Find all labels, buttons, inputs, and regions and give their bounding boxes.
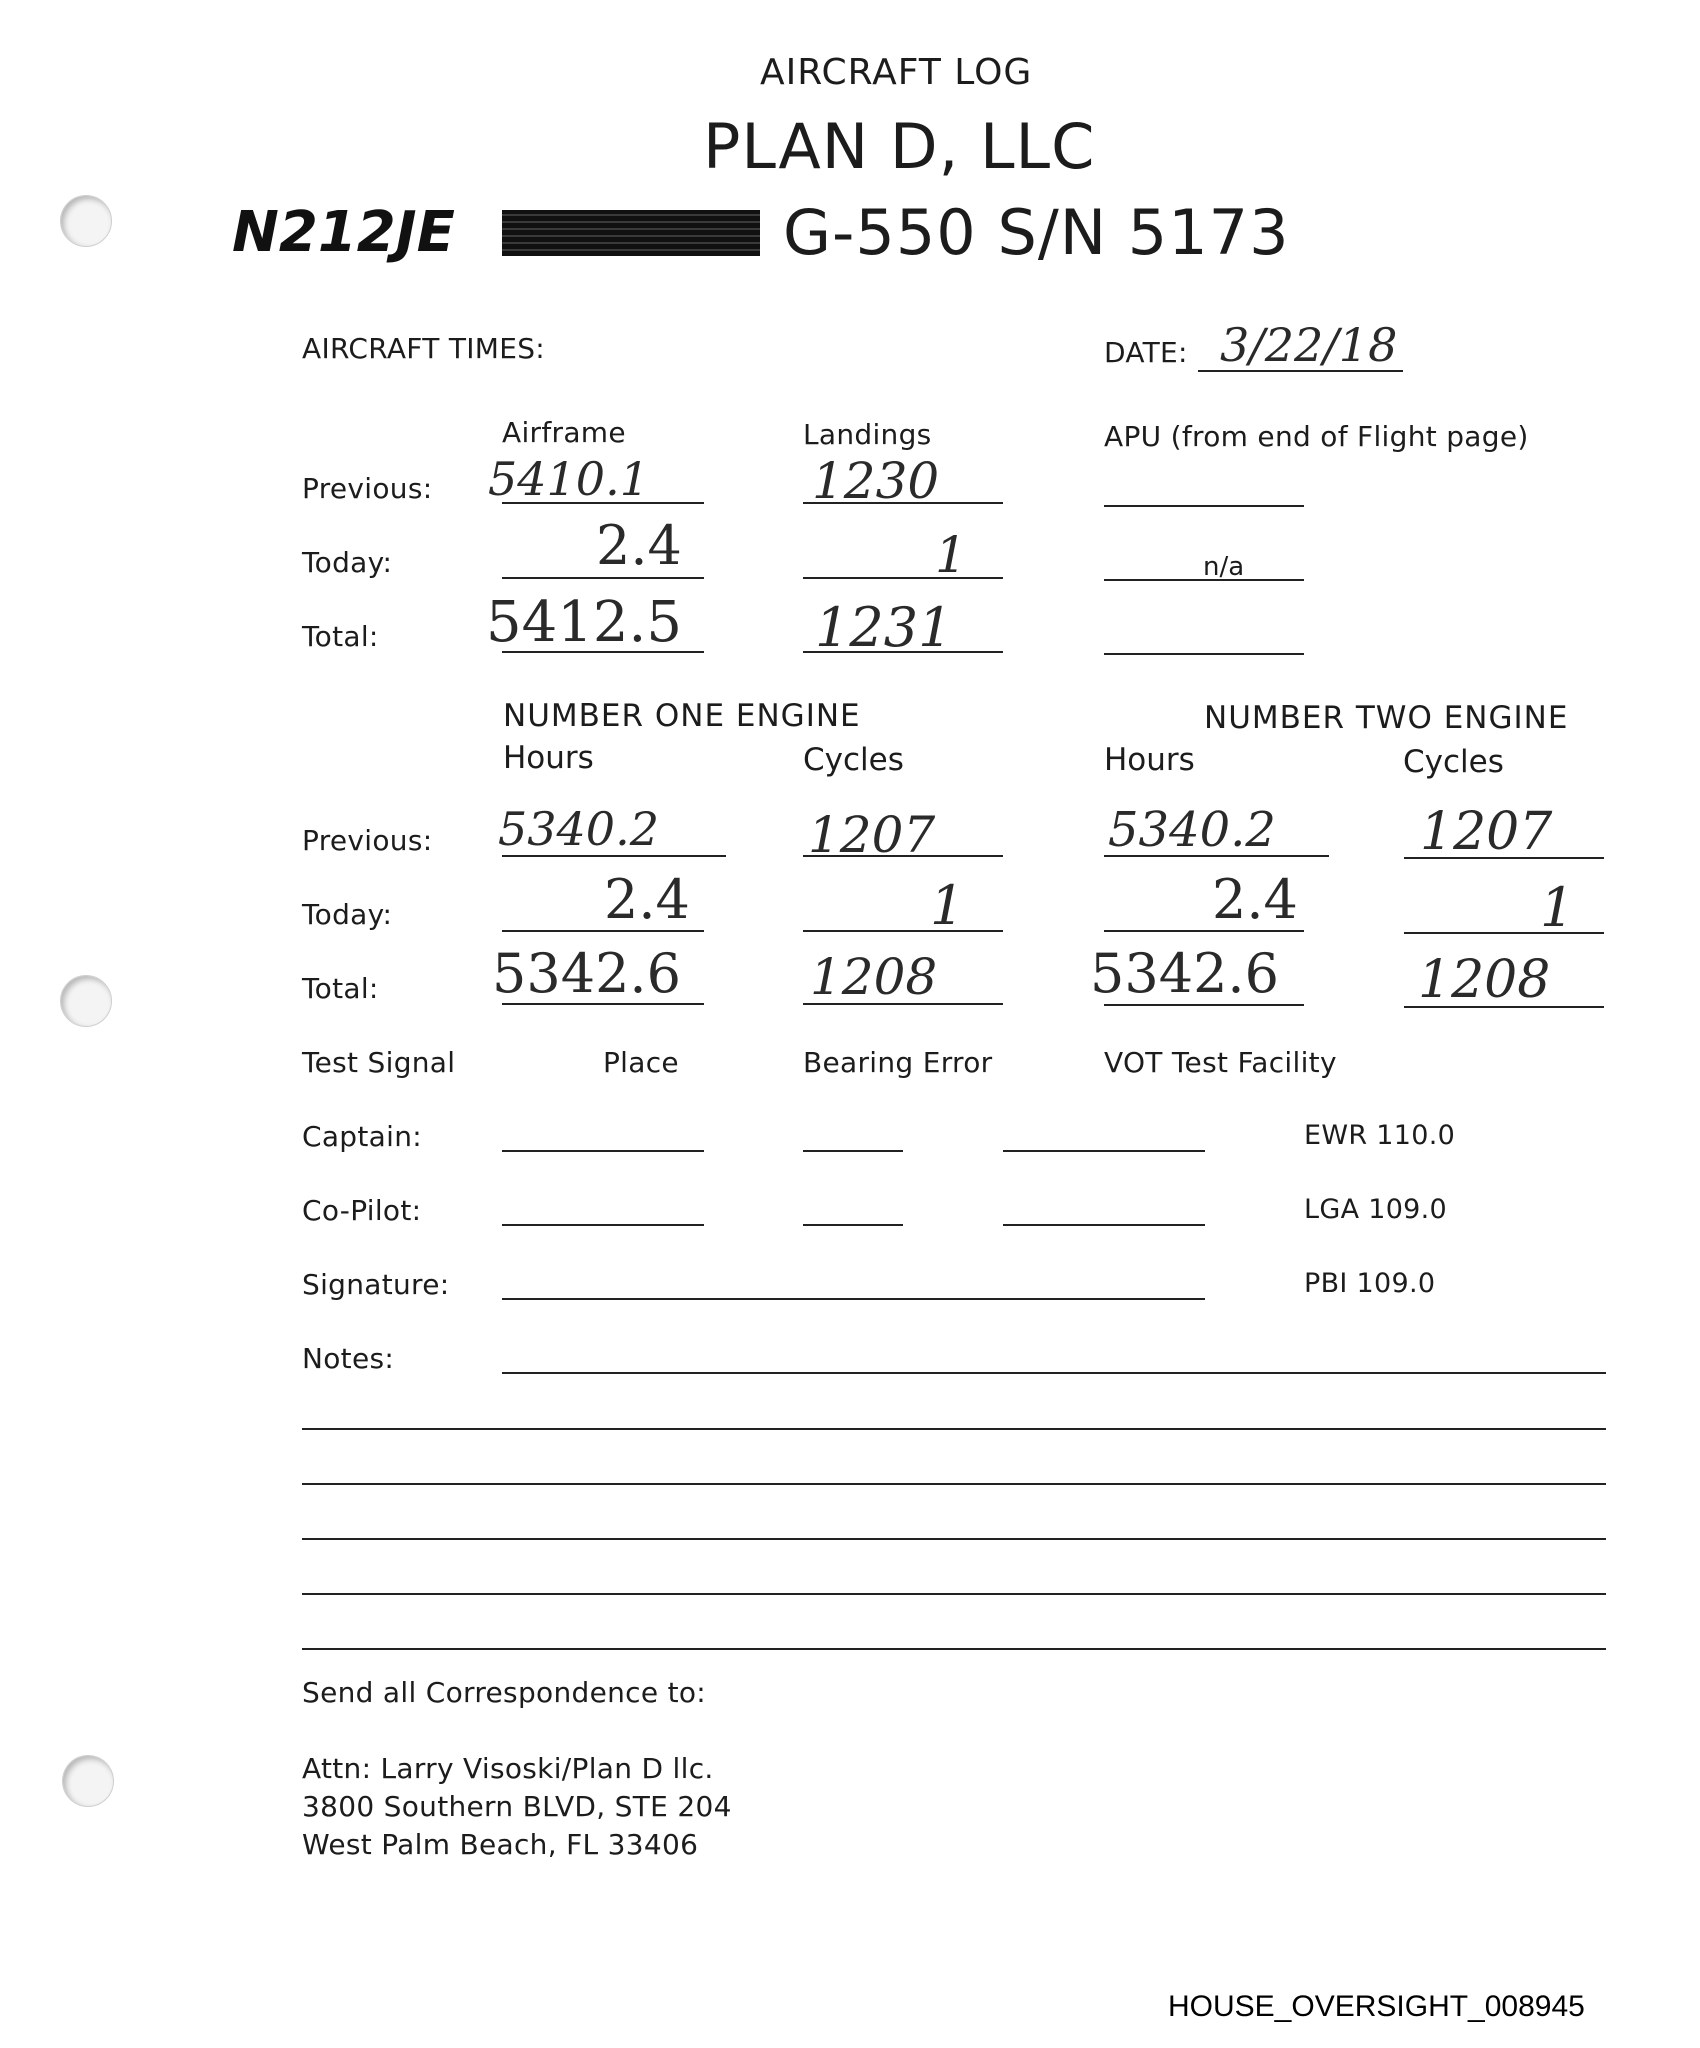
captain-place-line [502, 1150, 704, 1152]
e2-hours-total-value: 5342.6 [1090, 942, 1279, 1005]
times-row-label-previous: Previous: [302, 472, 433, 505]
airframe-today-value: 2.4 [596, 514, 682, 577]
aircraft-model: G-550 S/N 5173 [783, 196, 1290, 269]
engine-row-label-total: Total: [302, 972, 379, 1005]
e2-cycles-total-value: 1208 [1418, 950, 1551, 1010]
e1-cycles-today-value: 1 [930, 874, 965, 937]
binder-hole-middle [60, 975, 112, 1027]
e1-hours-total-value: 5342.6 [492, 942, 681, 1005]
e1-cycles-previous-value: 1207 [808, 806, 936, 864]
e2-hours-today-value: 2.4 [1212, 868, 1298, 931]
copilot-bearing-line [803, 1224, 903, 1226]
times-row-label-total: Total: [302, 620, 379, 653]
col-test-signal: Test Signal [302, 1046, 456, 1079]
copilot-place-line [502, 1224, 704, 1226]
redaction-scribble [502, 210, 760, 256]
landings-total-value: 1231 [815, 596, 953, 659]
e1-hours-previous-value: 5340.2 [498, 802, 659, 856]
facility-ewr: EWR 110.0 [1304, 1120, 1456, 1151]
e2-cycles-today-value: 1 [1540, 876, 1575, 939]
copilot-facility-line [1003, 1224, 1205, 1226]
captain-facility-line [1003, 1150, 1205, 1152]
col-bearing-error: Bearing Error [803, 1046, 993, 1079]
e2-hours-previous-value: 5340.2 [1108, 802, 1276, 858]
airframe-today-line [502, 577, 704, 579]
col-landings: Landings [803, 418, 932, 451]
airframe-previous-value: 5410.1 [488, 452, 649, 506]
engine-one-hours-label: Hours [503, 740, 594, 776]
engine-one-title: NUMBER ONE ENGINE [503, 698, 861, 734]
engine-two-cycles-label: Cycles [1403, 744, 1504, 780]
correspondence-address-2: West Palm Beach, FL 33406 [302, 1828, 699, 1861]
bates-number: HOUSE_OVERSIGHT_008945 [1168, 1990, 1585, 2023]
notes-line-2 [302, 1428, 1606, 1430]
signature-label: Signature: [302, 1268, 450, 1301]
engine-two-hours-label: Hours [1104, 742, 1195, 778]
binder-hole-bottom [62, 1755, 114, 1807]
correspondence-attn: Attn: Larry Visoski/Plan D llc. [302, 1752, 714, 1785]
engine-two-title: NUMBER TWO ENGINE [1204, 700, 1569, 736]
facility-lga: LGA 109.0 [1304, 1194, 1448, 1225]
e1-cycles-today-line [803, 930, 1003, 932]
col-airframe: Airframe [502, 416, 626, 449]
company-name: PLAN D, LLC [703, 110, 1096, 183]
engine-row-label-previous: Previous: [302, 824, 433, 857]
notes-line-3 [302, 1483, 1606, 1485]
tail-number-handwritten: N212JE [232, 200, 455, 265]
landings-today-line [803, 577, 1003, 579]
aircraft-times-label: AIRCRAFT TIMES: [302, 332, 546, 365]
col-apu: APU (from end of Flight page) [1104, 420, 1529, 453]
airframe-total-value: 5412.5 [486, 590, 682, 655]
col-place: Place [603, 1046, 679, 1079]
e1-cycles-total-value: 1208 [810, 948, 938, 1006]
e1-hours-today-value: 2.4 [604, 868, 690, 931]
notes-line-6 [302, 1648, 1606, 1650]
col-vot-facility: VOT Test Facility [1104, 1046, 1337, 1079]
apu-previous-line [1104, 505, 1304, 507]
log-title: AIRCRAFT LOG [760, 52, 1033, 93]
apu-total-line [1104, 653, 1304, 655]
captain-bearing-line [803, 1150, 903, 1152]
landings-today-value: 1 [935, 526, 967, 584]
engine-row-label-today: Today: [302, 898, 393, 931]
correspondence-address-1: 3800 Southern BLVD, STE 204 [302, 1790, 732, 1823]
notes-line-1 [502, 1372, 1606, 1374]
notes-line-4 [302, 1538, 1606, 1540]
notes-label: Notes: [302, 1342, 395, 1375]
apu-today-value: n/a [1203, 552, 1245, 582]
engine-one-cycles-label: Cycles [803, 742, 904, 778]
correspondence-heading: Send all Correspondence to: [302, 1676, 707, 1709]
captain-label: Captain: [302, 1120, 422, 1153]
facility-pbi: PBI 109.0 [1304, 1268, 1436, 1299]
signature-line [502, 1298, 1205, 1300]
times-row-label-today: Today: [302, 546, 393, 579]
e2-cycles-previous-value: 1207 [1420, 802, 1553, 862]
date-label: DATE: [1104, 336, 1188, 369]
binder-hole-top [60, 195, 112, 247]
date-value: 3/22/18 [1220, 318, 1398, 372]
copilot-label: Co-Pilot: [302, 1194, 422, 1227]
notes-line-5 [302, 1593, 1606, 1595]
landings-previous-value: 1230 [812, 452, 940, 510]
